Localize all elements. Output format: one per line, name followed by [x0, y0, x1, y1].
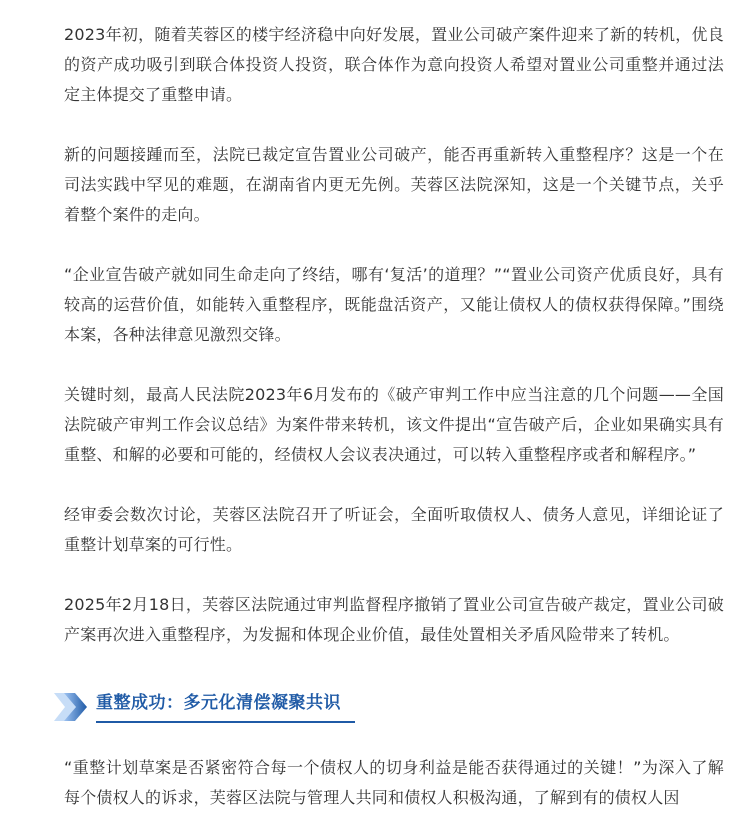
article-body — [64, 20, 724, 813]
paragraph-hearing: 经审委会数次讨论，芙蓉区法院召开了听证会，全面听取债权人、债务人意见，详细论证了重整计划草案的可行性。 — [64, 505, 724, 554]
paragraph-creditor-interests: “重整计划草案是否紧密符合每一个债权人的切身利益是能否获得通过的关键！”为深入了解每个债权人的诉求，芙蓉区法院与管理人共同和债权人积极沟通，了解到有的债权人因 — [64, 758, 724, 807]
paragraph-supreme-court-document: 关键时刻，最高人民法院2023年6月发布的《破产审判工作中应当注意的几个问题——全国法院破产审判工作会议总结》为案件带来转机，该文件提出“宣告破产后，企业如果确实具有重整、和解的必要和可能的，经债权人会议表决通过，可以转入重整程序或者和解程序。” — [64, 385, 724, 464]
paragraph-reentry-restructuring: 2025年2月18日，芙蓉区法院通过审判监督程序撤销了置业公司宣告破产裁定，置业公司破产案再次进入重整程序，为发掘和体现企业价值，最佳处置相关矛盾风险带来了转机。 — [64, 595, 724, 644]
section-heading-text: 重整成功：多元化清偿凝聚共识 — [96, 691, 355, 723]
paragraph-restructuring-application: 2023年初，随着芙蓉区的楼宇经济稳中向好发展，置业公司破产案件迎来了新的转机，优良的资产成功吸引到联合体投资人投资，联合体作为意向投资人希望对置业公司重整并通过法定主体提交了重整申请。 — [64, 25, 724, 104]
section-heading — [54, 687, 724, 727]
paragraph-legal-debate: “企业宣告破产就如同生命走向了终结，哪有‘复活’的道理？”“置业公司资产优质良好，具有较高的运营价值，如能转入重整程序，既能盘活资产，又能让债权人的债权获得保障。”围绕本案，各种法律意见激烈交锋。 — [64, 265, 724, 344]
paragraph-new-problem: 新的问题接踵而至，法院已裁定宣告置业公司破产，能否再重新转入重整程序？这是一个在司法实践中罕见的难题，在湖南省内更无先例。芙蓉区法院深知，这是一个关键节点，关乎着整个案件的走向。 — [64, 145, 724, 224]
double-chevron-right-icon — [54, 691, 88, 723]
